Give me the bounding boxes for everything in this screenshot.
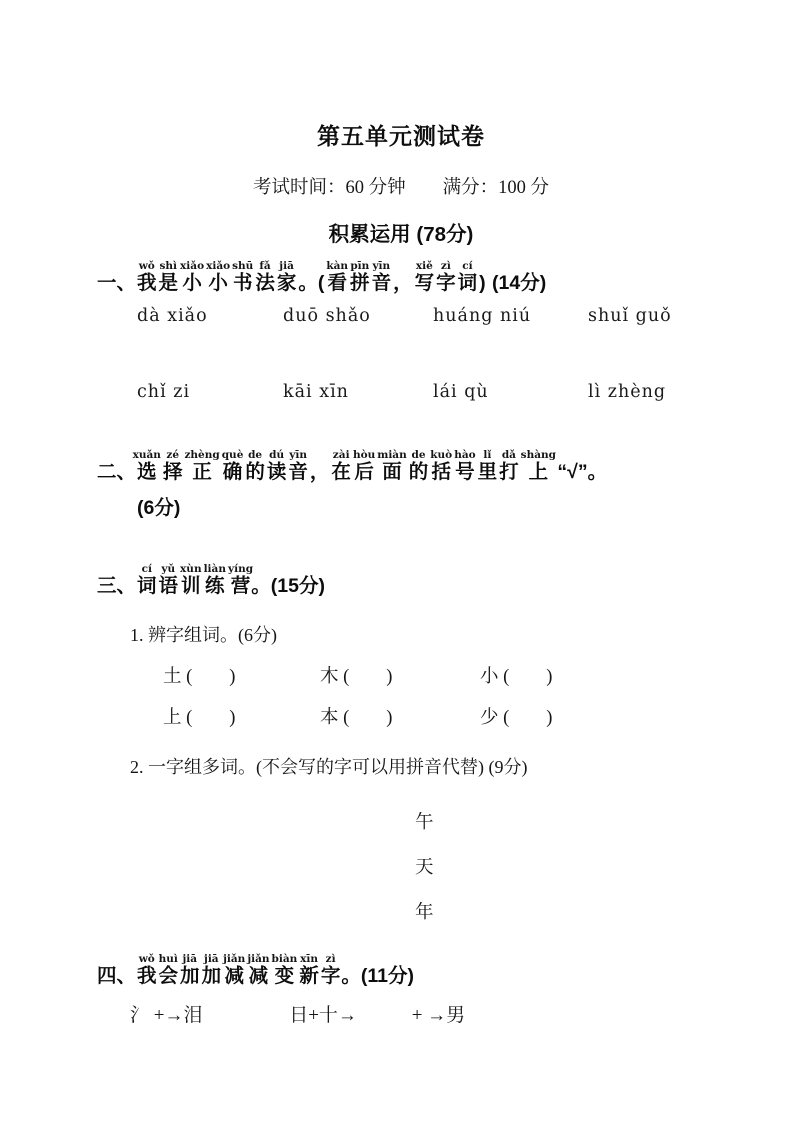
question-3-number: 三、 — [97, 574, 137, 597]
multi-word-character-column — [415, 801, 705, 936]
exam-info: 考试时间：60 分钟 满分：100 分 — [252, 178, 549, 198]
question-4-text-with-pinyin: 我wǒ会huì加jiā加jiā减jiǎn减jiǎn变biàn新xīn字zì — [137, 953, 341, 988]
question-3-sub-2-label: 2. 一字组多词。(不会写的字可以用拼音代替) (9分) — [130, 757, 528, 778]
word-building-cell: 少 ( ) — [480, 708, 553, 729]
question-2-number: 二、 — [97, 461, 137, 484]
pinyin-word: dà xiǎo — [137, 306, 208, 327]
word-building-row-2 — [163, 703, 705, 729]
question-3-score: 。(15分) — [251, 574, 325, 597]
pinyin-word: chǐ zi — [137, 382, 191, 403]
character-math-item: 日+十→ — [289, 1004, 357, 1026]
character-nian: 年 — [415, 903, 434, 924]
page-title: 第五单元测试卷 — [317, 123, 485, 149]
question-1-number: 一、 — [97, 272, 137, 294]
question-3-text-with-pinyin: 词cí语yǔ训xùn练liàn营yíng — [137, 562, 254, 597]
question-4-score: 。(11分) — [341, 965, 414, 988]
question-2-score: (6分) — [137, 496, 181, 519]
question-1-stem — [97, 261, 705, 294]
question-1-score: (14分) — [486, 272, 547, 294]
word-building-cell: 小 ( ) — [480, 667, 553, 688]
pinyin-word-row-1 — [137, 306, 705, 326]
pinyin-word: lì zhèng — [588, 382, 667, 403]
section-title: 积累运用 (78分) — [328, 223, 474, 246]
pinyin-word: huáng niú — [433, 306, 532, 327]
question-2-check-mark: “√”。 — [552, 461, 608, 484]
pinyin-word: lái qù — [433, 382, 489, 403]
question-3-sub-1-label: 1. 辨字组词。(6分) — [130, 625, 277, 646]
question-2-stem — [97, 450, 705, 483]
character-math-row — [130, 1000, 705, 1027]
question-4-stem — [97, 954, 705, 987]
pinyin-word-row-2 — [137, 382, 705, 402]
word-building-row-1 — [163, 662, 705, 688]
character-wu: 午 — [415, 813, 434, 834]
word-building-cell: 本 ( ) — [320, 708, 393, 729]
word-building-cell: 木 ( ) — [320, 667, 393, 688]
question-1-text-with-pinyin: 我wǒ是shì小xiǎo小xiǎo书shū法fǎ家jiā。( 看kàn拼pīn音yīn， 写xiě字zì词cí) — [137, 260, 486, 294]
word-building-cell: 上 ( ) — [163, 708, 236, 729]
question-2-text-with-pinyin: 选xuǎn择zé正zhèng确què的de读dú音yīn， 在zài后hòu面miàn的de括kuò号hào里lǐ打dǎ上shàng — [132, 449, 556, 484]
character-tian: 天 — [415, 858, 434, 879]
pinyin-word: kāi xīn — [283, 382, 349, 403]
word-building-cell: 土 ( ) — [163, 667, 236, 688]
pinyin-word: shuǐ guǒ — [588, 306, 672, 327]
character-math-item: + →男 — [411, 1004, 466, 1026]
question-4-number: 四、 — [97, 965, 137, 988]
question-3-stem — [97, 564, 705, 597]
character-math-item: 氵 +→泪 — [130, 1004, 203, 1026]
pinyin-word: duō shǎo — [283, 306, 371, 327]
